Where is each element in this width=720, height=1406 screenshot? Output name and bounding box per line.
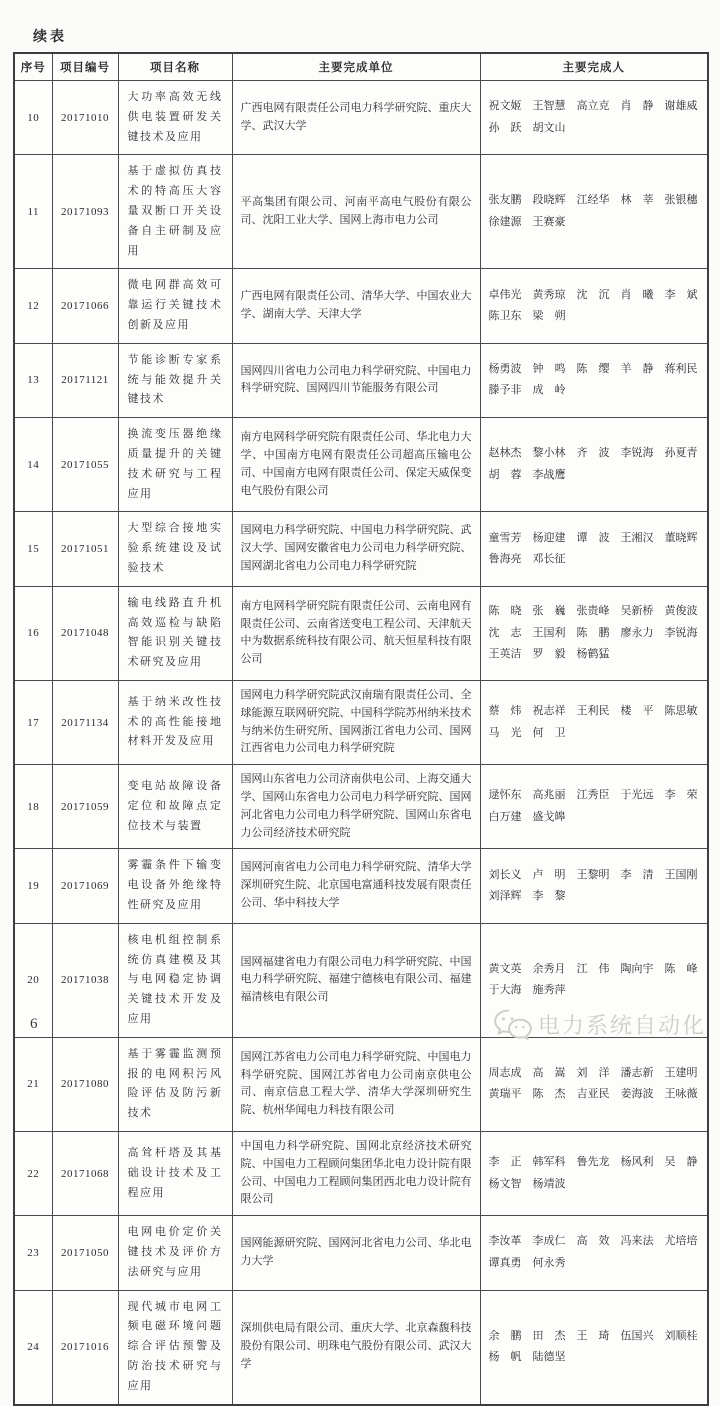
cell-main-people: 周志成 高 嵩 刘 洋 潘志新 王建明 黄瑞平 陈 杰 吉亚民 姜海波 王咏薇 (480, 1037, 708, 1131)
cell-project-code: 20171069 (52, 849, 118, 923)
cell-main-people: 余 鹏 田 杰 王 琦 伍国兴 刘顺桂 杨 帆 陆德坚 (480, 1290, 708, 1404)
column-header-main-units: 主要完成单位 (232, 53, 480, 81)
cell-project-name: 大功率高效无线供电装置研发关键技术及应用 (118, 81, 232, 155)
cell-project-name: 输电线路直升机高效巡检与缺陷智能识别关键技术研究及应用 (118, 586, 232, 680)
cell-main-people: 逯怀东 高兆丽 江秀臣 于光远 李 荣 白万建 盛戈皞 (480, 765, 708, 849)
table-row (14, 155, 708, 269)
table-row (14, 343, 708, 417)
page-number: 6 (30, 1016, 38, 1032)
cell-project-code: 20171048 (52, 586, 118, 680)
watermark-text: 电力系统自动化 (537, 1013, 706, 1038)
cell-project-name: 电网电价定价关键技术及评价方法研究与应用 (118, 1216, 232, 1290)
cell-serial-number: 16 (14, 586, 52, 680)
cell-main-people: 祝文姬 王智慧 高立克 肖 静 谢雄威 孙 跃 胡文山 (480, 81, 708, 155)
table-row (14, 269, 708, 343)
cell-serial-number: 20 (14, 923, 52, 1037)
cell-project-code: 20171010 (52, 81, 118, 155)
cell-main-people: 杨勇波 钟 鸣 陈 缨 羊 静 蒋利民 滕予非 成 岭 (480, 343, 708, 417)
cell-serial-number: 24 (14, 1290, 52, 1404)
cell-project-name: 现代城市电网工频电磁环境问题综合评估预警及防治技术研究与应用 (118, 1290, 232, 1404)
table-row (14, 512, 708, 586)
cell-main-people: 刘长义 卢 明 王黎明 李 清 王国刚 刘泽辉 李 黎 (480, 849, 708, 923)
cell-project-name: 微电网群高效可靠运行关键技术创新及应用 (118, 269, 232, 343)
cell-project-code: 20171134 (52, 680, 118, 764)
column-header-project-name: 项目名称 (118, 53, 232, 81)
cell-project-code: 20171059 (52, 765, 118, 849)
cell-project-name: 节能诊断专家系统与能效提升关键技术 (118, 343, 232, 417)
cell-project-name: 基于虚拟仿真技术的特高压大容量双断口开关设备自主研制及应用 (118, 155, 232, 269)
cell-main-people: 黄文英 余秀月 江 伟 陶向宇 陈 峰 于大海 施秀萍 (480, 923, 708, 1037)
cell-project-code: 20171050 (52, 1216, 118, 1290)
column-header-project-code: 项目编号 (52, 53, 118, 81)
cell-main-people: 李 正 韩军科 鲁先龙 杨风利 吴 静 杨文智 杨靖波 (480, 1131, 708, 1215)
table-row (14, 1131, 708, 1215)
table-row (14, 765, 708, 849)
table-row (14, 1037, 708, 1131)
table-row (14, 81, 708, 155)
cell-serial-number: 22 (14, 1131, 52, 1215)
table-row (14, 680, 708, 764)
cell-main-units: 国网电力科学研究院武汉南瑞有限责任公司、全球能源互联网研究院、中国科学院苏州纳米技术与纳米仿生研究所、国网浙江省电力公司、国网江西省电力公司电力科学研究院 (232, 680, 480, 764)
cell-project-name: 变电站故障设备定位和故障点定位技术与装置 (118, 765, 232, 849)
cell-main-units: 国网福建省电力有限公司电力科学研究院、中国电力科学研究院、福建宁德核电有限公司、福建福清核电有限公司 (232, 923, 480, 1037)
table-row (14, 418, 708, 512)
cell-project-code: 20171093 (52, 155, 118, 269)
cell-main-units: 国网江苏省电力公司电力科学研究院、中国电力科学研究院、国网江苏省电力公司南京供电公司、南京信息工程大学、清华大学深圳研究生院、杭州华闻电力科技有限公司 (232, 1037, 480, 1131)
cell-main-units: 南方电网科学研究院有限责任公司、华北电力大学、中国南方电网有限责任公司超高压输电公司、中国南方电网有限责任公司、保定天威保变电气股份有限公司 (232, 418, 480, 512)
cell-project-code: 20171080 (52, 1037, 118, 1131)
cell-project-code: 20171016 (52, 1290, 118, 1404)
table-row (14, 586, 708, 680)
cell-main-people: 赵林杰 黎小林 齐 波 李锐海 孙夏青 胡 蓉 李战鹰 (480, 418, 708, 512)
cell-serial-number: 10 (14, 81, 52, 155)
watermark (493, 1008, 706, 1041)
cell-serial-number: 13 (14, 343, 52, 417)
cell-main-units: 广西电网有限责任公司电力科学研究院、重庆大学、武汉大学 (232, 81, 480, 155)
table-header-row (14, 53, 708, 81)
cell-main-units: 国网四川省电力公司电力科学研究院、中国电力科学研究院、国网四川节能服务有限公司 (232, 343, 480, 417)
cell-project-name: 基于雾霾监测预报的电网积污风险评估及防污新技术 (118, 1037, 232, 1131)
table-body (14, 81, 708, 1405)
cell-main-units: 深圳供电局有限公司、重庆大学、北京森馥科技股份有限公司、明珠电气股份有限公司、武汉大学 (232, 1290, 480, 1404)
cell-serial-number: 18 (14, 765, 52, 849)
cell-main-units: 广西电网有限责任公司、清华大学、中国农业大学、湖南大学、天津大学 (232, 269, 480, 343)
cell-project-name: 换流变压器绝缘质量提升的关键技术研究与工程应用 (118, 418, 232, 512)
cell-project-name: 大型综合接地实验系统建设及试验技术 (118, 512, 232, 586)
wechat-logo-icon (493, 1008, 533, 1041)
cell-project-name: 核电机组控制系统仿真建模及其与电网稳定协调关键技术开发及应用 (118, 923, 232, 1037)
cell-project-name: 高耸杆塔及其基础设计技术及工程应用 (118, 1131, 232, 1215)
cell-main-units: 国网能源研究院、国网河北省电力公司、华北电力大学 (232, 1216, 480, 1290)
cell-project-code: 20171038 (52, 923, 118, 1037)
cell-serial-number: 11 (14, 155, 52, 269)
cell-serial-number: 12 (14, 269, 52, 343)
column-header-serial: 序号 (14, 53, 52, 81)
cell-main-people: 李汝革 李成仁 高 效 冯来法 尤培培 谭真勇 何永秀 (480, 1216, 708, 1290)
cell-main-units: 国网山东省电力公司济南供电公司、上海交通大学、国网山东省电力公司电力科学研究院、国网河北省电力公司电力科学研究院、国网山东省电力公司经济技术研究院 (232, 765, 480, 849)
cell-main-people: 卓伟光 黄秀琼 沈 沉 肖 曦 李 斌 陈卫东 梁 朔 (480, 269, 708, 343)
award-projects-table (13, 52, 709, 1406)
cell-serial-number: 17 (14, 680, 52, 764)
cell-project-code: 20171055 (52, 418, 118, 512)
cell-main-people: 童雪芳 杨迎建 谭 波 王湘汉 董晓辉 鲁海亮 邓长征 (480, 512, 708, 586)
cell-project-code: 20171068 (52, 1131, 118, 1215)
cell-project-name: 基于纳米改性技术的高性能接地材料开发及应用 (118, 680, 232, 764)
table-row (14, 849, 708, 923)
document-page (0, 26, 720, 1406)
cell-main-units: 平高集团有限公司、河南平高电气股份有限公司、沈阳工业大学、国网上海市电力公司 (232, 155, 480, 269)
cell-project-code: 20171051 (52, 512, 118, 586)
cell-main-units: 国网河南省电力公司电力科学研究院、清华大学深圳研究生院、北京国电富通科技发展有限责任公司、华中科技大学 (232, 849, 480, 923)
table-row (14, 1290, 708, 1404)
column-header-main-people: 主要完成人 (480, 53, 708, 81)
cell-project-name: 雾霾条件下输变电设备外绝缘特性研究及应用 (118, 849, 232, 923)
table-row (14, 1216, 708, 1290)
cell-serial-number: 23 (14, 1216, 52, 1290)
cell-serial-number: 21 (14, 1037, 52, 1131)
cell-main-units: 中国电力科学研究院、国网北京经济技术研究院、中国电力工程顾问集团华北电力设计院有限公司、中国电力工程顾问集团西北电力设计院有限公司 (232, 1131, 480, 1215)
cell-main-people: 蔡 炜 祝志祥 王利民 楼 平 陈思敏 马 光 何 卫 (480, 680, 708, 764)
cell-main-people: 陈 晓 张 巍 张贵峰 吴新桥 黄俊波 沈 志 王国利 陈 鹏 廖永力 李锐海 王英洁 罗 毅 杨鹤猛 (480, 586, 708, 680)
cell-serial-number: 14 (14, 418, 52, 512)
cell-main-units: 南方电网科学研究院有限责任公司、云南电网有限责任公司、云南省送变电工程公司、天津航天中为数据系统科技有限公司、航天恒星科技有限公司 (232, 586, 480, 680)
cell-main-people: 张友鹏 段晓辉 江经华 林 莘 张银穗 徐建源 王赛豪 (480, 155, 708, 269)
cell-serial-number: 15 (14, 512, 52, 586)
cell-project-code: 20171066 (52, 269, 118, 343)
cell-serial-number: 19 (14, 849, 52, 923)
cell-project-code: 20171121 (52, 343, 118, 417)
cell-main-units: 国网电力科学研究院、中国电力科学研究院、武汉大学、国网安徽省电力公司电力科学研究院、国网湖北省电力公司电力科学研究院 (232, 512, 480, 586)
continuation-table-label: 续表 (33, 30, 67, 45)
